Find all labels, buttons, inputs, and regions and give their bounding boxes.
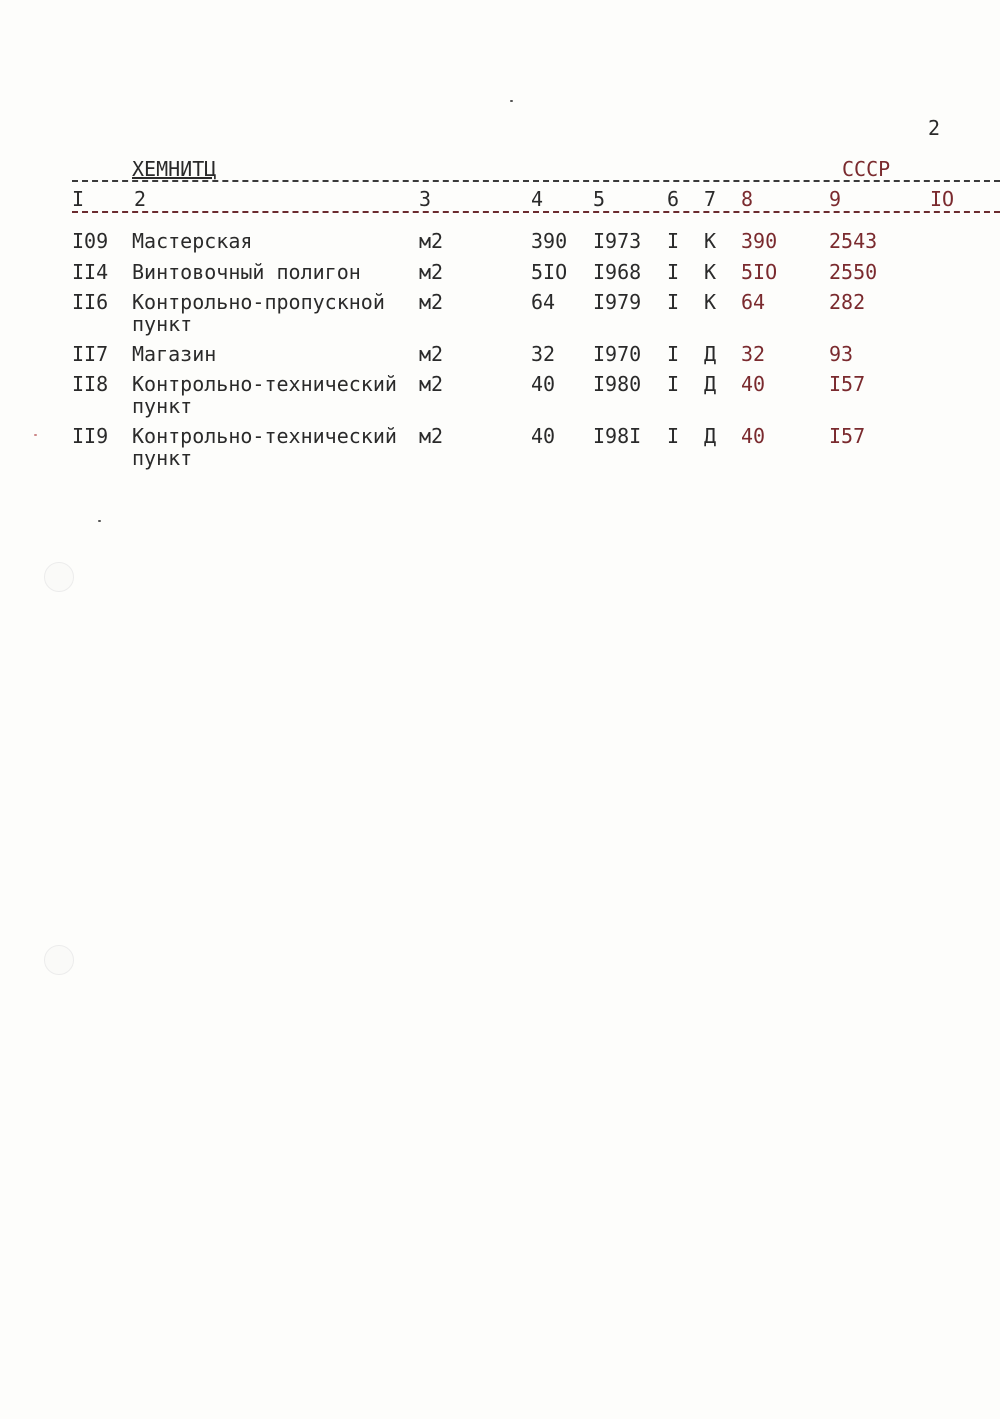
row-col8: 64 (741, 290, 766, 314)
column-number: I (72, 187, 85, 211)
row-col4: 390 (531, 229, 568, 253)
column-number: 7 (704, 187, 717, 211)
row-unit: м2 (419, 260, 444, 284)
row-number: II8 (72, 372, 109, 396)
row-col5: I970 (593, 342, 642, 366)
row-number: II6 (72, 290, 109, 314)
row-col7: К (704, 290, 717, 314)
row-name: Мастерская (132, 229, 253, 253)
ink-speck (510, 100, 513, 102)
punch-hole-bottom (44, 945, 74, 975)
row-name-cont: пункт (132, 446, 193, 470)
row-unit: м2 (419, 372, 444, 396)
row-name: Контрольно-технический (132, 372, 397, 396)
row-col6: I (667, 372, 680, 396)
row-name: Магазин (132, 342, 217, 366)
row-name: Контрольно-технический (132, 424, 397, 448)
row-col9: 93 (829, 342, 854, 366)
column-number: 5 (593, 187, 606, 211)
row-number: II9 (72, 424, 109, 448)
row-col8: 5IO (741, 260, 778, 284)
header-divider-top (72, 180, 1000, 182)
row-col5: I973 (593, 229, 642, 253)
row-col8: 40 (741, 424, 766, 448)
row-col9: I57 (829, 424, 866, 448)
row-col9: 2550 (829, 260, 878, 284)
header-divider-bottom (72, 211, 1000, 213)
row-col8: 390 (741, 229, 778, 253)
row-col8: 40 (741, 372, 766, 396)
row-unit: м2 (419, 290, 444, 314)
row-col8: 32 (741, 342, 766, 366)
column-number: 2 (134, 187, 147, 211)
column-number: 4 (531, 187, 544, 211)
column-number: 9 (829, 187, 842, 211)
row-col6: I (667, 424, 680, 448)
row-col9: 2543 (829, 229, 878, 253)
column-number: 3 (419, 187, 432, 211)
header-city: ХЕМНИТЦ (132, 157, 217, 181)
row-col7: Д (704, 372, 717, 396)
row-col5: I980 (593, 372, 642, 396)
page-number: 2 (928, 116, 941, 140)
row-name-cont: пункт (132, 394, 193, 418)
row-col7: Д (704, 424, 717, 448)
column-number: IO (930, 187, 955, 211)
row-number: II4 (72, 260, 109, 284)
row-col7: К (704, 260, 717, 284)
row-col7: К (704, 229, 717, 253)
row-number: I09 (72, 229, 109, 253)
row-unit: м2 (419, 424, 444, 448)
punch-hole-top (44, 562, 74, 592)
row-col6: I (667, 260, 680, 284)
row-unit: м2 (419, 342, 444, 366)
row-col5: I968 (593, 260, 642, 284)
row-col4: 40 (531, 424, 556, 448)
row-col9: 282 (829, 290, 866, 314)
header-country: СССР (842, 157, 891, 181)
row-col4: 32 (531, 342, 556, 366)
row-col9: I57 (829, 372, 866, 396)
ink-speck (98, 520, 101, 522)
row-name: Контрольно-пропускной (132, 290, 385, 314)
row-name: Винтовочный полигон (132, 260, 361, 284)
row-number: II7 (72, 342, 109, 366)
row-col5: I98I (593, 424, 642, 448)
row-unit: м2 (419, 229, 444, 253)
row-col7: Д (704, 342, 717, 366)
column-number: 6 (667, 187, 680, 211)
row-col4: 40 (531, 372, 556, 396)
row-col5: I979 (593, 290, 642, 314)
ink-speck (34, 434, 37, 436)
row-col4: 64 (531, 290, 556, 314)
row-col6: I (667, 342, 680, 366)
row-name-cont: пункт (132, 312, 193, 336)
column-number: 8 (741, 187, 754, 211)
row-col6: I (667, 290, 680, 314)
row-col6: I (667, 229, 680, 253)
row-col4: 5IO (531, 260, 568, 284)
